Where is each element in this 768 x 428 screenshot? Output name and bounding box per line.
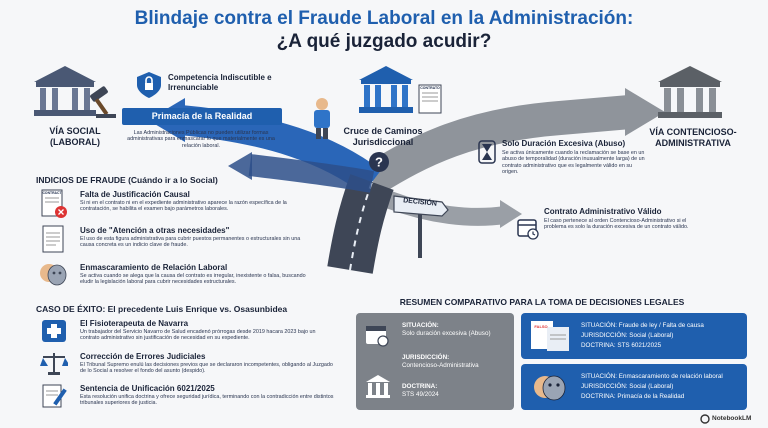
- masks-icon: [38, 260, 68, 288]
- caso-text: Un trabajador del Servicio Navarro de Salud encadenó prórrogas desde 2019 hacara 2023 bajo un contrato administrativo sin justificación de necesidad en su expediente.: [80, 329, 316, 342]
- summary-doctrina-value: STS 49/2024: [402, 391, 439, 398]
- summary-doctrina: DOCTRINA: Primacía de la Realidad: [581, 393, 685, 400]
- caso-text: El Tribunal Supremo enulú las decisiones previos que se declararon incompetentes, obligando al Juzgado de lo Social a resolver el fondo del asunto (despido).: [80, 362, 333, 375]
- court-building-icon: [355, 64, 417, 118]
- via-contencioso-label: VÍA CONTENCIOSO-ADMINISTRATIVA: [649, 127, 737, 148]
- caso-title: Sentencia de Unificación 6021/2025: [80, 384, 215, 393]
- primacia-text: Las Administraciones Públicas no pueden utilizar formas administrativas para enmascarar lo que materialmente es una relación laboral.: [127, 130, 275, 149]
- summary-card-social-fraude: [521, 313, 747, 359]
- medical-icon: [40, 318, 68, 344]
- caso-title: Corrección de Errores Judiciales: [80, 352, 206, 361]
- indicios-heading: INDICIOS DE FRAUDE (Cuándo ir a lo Social): [36, 175, 218, 185]
- summary-situacion-label: SITUACIÓN:: [402, 322, 439, 329]
- indicio-text: Se activa cuando se alega que la causa del contrato es irregular, inexistente o falsa, buscando eludir la legislación laboral para cubrir necesidades estructurales.: [80, 273, 306, 286]
- page-title: Blindaje contra el Fraude Laboral en la Administración:: [134, 8, 634, 29]
- solo-text: Se activa únicamente cuando la reclamación se base en un abuso de temporalidad (duración inusualmente larga) de un contrato administrativo que es legalmente válido en su origen.: [502, 150, 645, 176]
- indicio-title: Enmascaramiento de Relación Laboral: [80, 263, 228, 272]
- indicio-title: Falta de Justificación Causal: [80, 190, 190, 199]
- pen-icon: [40, 382, 68, 410]
- caso-title: El Fisioterapeuta de Navarra: [80, 319, 189, 328]
- summary-doctrina: DOCTRINA: STS 6021/2025: [581, 342, 662, 349]
- summary-situacion: SITUACIÓN: Fraude de ley / Falta de causa: [581, 322, 704, 329]
- summary-jurisdiccion: JURISDICCIÓN: Social (Laboral): [581, 332, 674, 339]
- shield-icon: [134, 70, 164, 100]
- summary-card-contencioso: [356, 313, 514, 410]
- contract-doc-label: CONTRATO: [420, 86, 440, 90]
- summary-jurisdiccion-label: JURISDICCIÓN:: [402, 354, 450, 361]
- indicio-text: Si ni en el contrato ni en el expediente administrativo aparece la razón específica de la contratación, se habilita el examen bajo parámetros laborales.: [80, 200, 287, 213]
- page-subtitle: ¿A qué juzgado acudir?: [276, 31, 492, 52]
- primacia-banner: Primacía de la Realidad: [122, 108, 282, 125]
- scales-icon: [40, 350, 68, 376]
- decision-sign-label: DECISIÓN: [402, 197, 438, 208]
- summary-card-social-enmascaramiento: [521, 364, 747, 410]
- contract-badge: CONTRACT: [42, 191, 62, 195]
- court-building-icon: [654, 64, 726, 122]
- indicio-title: Uso de "Atención a otras necesidades": [80, 226, 230, 235]
- document-icon: [40, 224, 68, 254]
- footer-brand: NotebookLM: [712, 415, 752, 422]
- resumen-heading: RESUMEN COMPARATIVO PARA LA TOMA DE DECISIONES LEGALES: [399, 297, 685, 307]
- notebooklm-logo-icon: [700, 414, 710, 424]
- indicio-text: El uso de esta figura administrativa para cubrir puestos permanentes o estructurales sin una causa concreta es un indicio clave de fraude.: [80, 236, 301, 249]
- calendar-icon: [516, 216, 540, 240]
- building-icon: [364, 373, 392, 401]
- cruce-label: Cruce de Caminos Jurisdiccional: [343, 126, 423, 147]
- summary-jurisdiccion-value: Contencioso-Administrativa: [402, 362, 479, 369]
- svg-text:?: ?: [375, 154, 383, 170]
- gavel-icon: [86, 86, 120, 120]
- caso-text: Esta resolución unifica doctrina y ofrece seguridad jurídica, terminando con la contradicción entre distintos tribunales superiores de justicia.: [80, 394, 334, 407]
- clock-icon: [476, 140, 498, 164]
- via-social-label: VÍA SOCIAL (LABORAL): [49, 126, 101, 147]
- summary-jurisdiccion: JURISDICCIÓN: Social (Laboral): [581, 383, 674, 390]
- summary-situacion-value: Solo duración excesiva (Abuso): [402, 330, 491, 337]
- calendar-icon: [364, 321, 390, 347]
- falso-badge: FALSO: [534, 324, 548, 329]
- question-icon: [368, 151, 390, 173]
- summary-doctrina-label: DOCTRINA:: [402, 383, 438, 390]
- contrato-title: Contrato Administrativo Válido: [544, 207, 662, 216]
- masks-icon: [531, 370, 567, 404]
- competencia-label: Competencia Indiscutible e Irrenunciable: [168, 73, 272, 92]
- summary-situacion: SITUACIÓN: Enmascaramiento de relación laboral: [581, 373, 723, 380]
- solo-title: Solo Duración Excesiva (Abuso): [502, 139, 626, 148]
- caso-heading: CASO DE ÉXITO: El precedente Luis Enrique vs. Osasunbidea: [36, 304, 288, 314]
- contrato-text: El caso pertenece al orden Contencioso-Administrativo si el problema es solo la duración excesiva de un contrato válido.: [544, 218, 689, 231]
